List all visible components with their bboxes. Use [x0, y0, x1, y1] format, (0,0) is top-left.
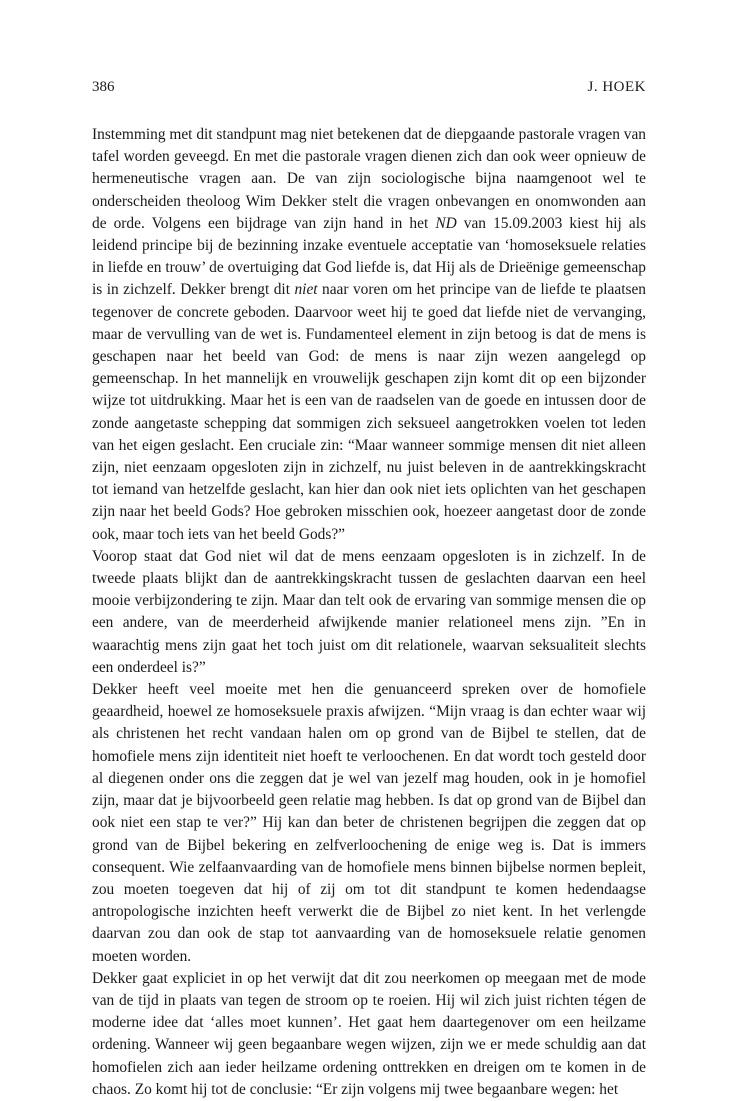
- paragraph-1-text-c: naar voren om het principe van de liefde te plaatsen tegenover de concrete geboden. Daarvoor weet hij te goed dat liefde niet de vervanging, maar de vervulling van de wet is. Fundamenteel element in zijn betoog is dat de mens is geschapen naar het beeld van God: de mens is naar zijn wezen aangelegd op gemeenschap. In het mannelijk en vrouwelijk geschapen zijn komt dit op een bijzonder wijze tot uitdrukking. Maar het is een van de raadselen van de goede en intussen door de zonde aangetaste schepping dat sommigen zich seksueel aangetrokken voelen tot leden van het eigen geslacht. Een cruciale zin: “Maar wanneer sommige mensen dit niet alleen zijn, niet eenzaam opgesloten zijn in zichzelf, nu juist beleven in de aantrekkingskracht tot iemand van hetzelfde geslacht, kan hier dan ook niet iets oplichten van het geschapen zijn naar het beeld Gods? Hoe gebroken misschien ook, hoezeer aangetast door de zonde ook, maar toch iets van het beeld Gods?”: [92, 281, 646, 543]
- paragraph-1-emphasis-niet: niet: [294, 281, 318, 299]
- page-number: 386: [92, 79, 115, 95]
- running-head-author: J. HOEK: [587, 79, 646, 95]
- paragraph-1-text-a: Instemming met dit standpunt mag niet betekenen dat de diepgaande pastorale vragen van tafel worden geveegd. En met die pastorale vragen dienen zich dan ook weer opnieuw de hermeneutische vragen aan. De van zijn sociologische bijna naamgenoot wel te onderscheiden theoloog Wim Dekker stelt die vragen onbevangen en onomwonden aan de orde. Volgens een bijdrage van zijn hand in het: [92, 126, 646, 232]
- paragraph-3: Dekker heeft veel moeite met hen die genuanceerd spreken over de homofiele geaardheid, hoewel ze homoseksuele praxis afwijzen. “Mijn vraag is dan echter waar wij als christenen het recht vandaan halen om op grond van de Bijbel te stellen, dat de homofiele mens zijn identiteit niet hoeft te verloochenen. En dat wordt toch gesteld door al diegenen onder ons die zeggen dat je wel van jezelf mag houden, ook in je homofiel zijn, maar dat je bijvoorbeeld geen relatie mag hebben. Is dat op grond van de Bijbel dan ook niet een stap te ver?” Hij kan dan beter de christenen begrijpen die zeggen dat op grond van de Bijbel bekering en zelfverloochening de enige weg is. Dat is immers consequent. Wie zelfaanvaarding van de homofiele mens binnen bijbelse normen bepleit, zou moeten toegeven dat hij of zij om tot dit standpunt te komen hedendaagse antropologische inzichten heeft verwerkt die de Bijbel zo niet kent. In het verlengde daarvan zou dan ook de stap tot aanvaarding van de homoseksuele relatie genomen moeten worden.: [92, 681, 646, 965]
- document-page: [92, 78, 646, 1101]
- paragraph-4: Dekker gaat expliciet in op het verwijt dat dit zou neerkomen op meegaan met de mode van de tijd in plaats van tegen de stroom op te roeien. Hij wil zich juist richten tégen de moderne idee dat ‘alles moet kunnen’. Het gaat hem daartegenover om een heilzame ordening. Wanneer wij geen begaanbare wegen wijzen, zijn we er mede schuldig aan dat homofielen zich aan ieder heilzame ordening onttrekken en dreigen om te komen in de chaos. Zo komt hij tot de conclusie: “Er zijn volgens mij twee begaanbare wegen: het: [92, 969, 646, 1098]
- running-head: [92, 78, 646, 96]
- paragraph-1-text-b: van 15.09.2003 kiest hij als leidend principe bij de bezinning inzake eventuele acceptatie van ‘homoseksuele relaties in liefde en trouw’ de overtuiging dat God liefde is, dat Hij als de Drieënige gemeenschap is in zichzelf. Dekker brengt dit: [92, 214, 646, 299]
- paragraph-2: Voorop staat dat God niet wil dat de mens eenzaam opgesloten is in zichzelf. In de tweede plaats blijkt dan de aantrekkingskracht tussen de geslachten daarvan een heel mooie verbijzondering te zijn. Maar dan telt ook de ervaring van sommige mensen die op een andere, van de meerderheid afwijkende manier relationeel mens zijn. ”En in waarachtig mens zijn gaat het toch juist om dit relationele, waarvan seksualiteit slechts een onderdeel is?”: [92, 547, 646, 676]
- body-text: [92, 124, 646, 1101]
- paragraph-1-emphasis-nd: ND: [435, 214, 457, 232]
- paragraph-1: [92, 124, 646, 546]
